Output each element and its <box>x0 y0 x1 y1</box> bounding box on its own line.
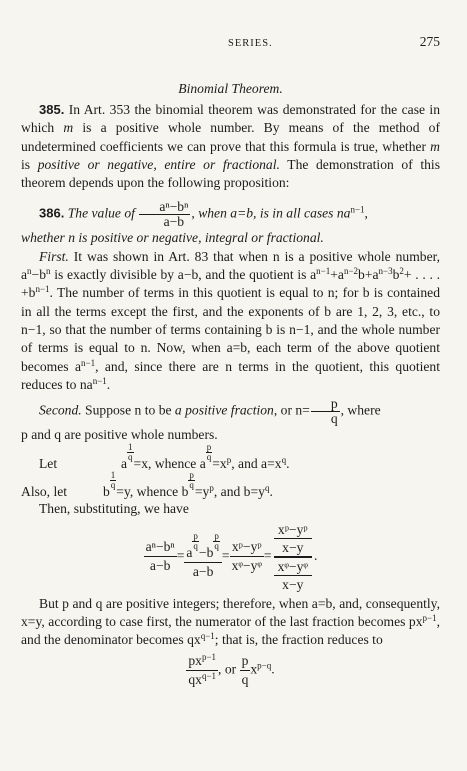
closing-paragraph: But p and q are positive integers; therefore, when a=b, and, consequently, x=y, according to case first, the numerator of the last fraction becomes $px^{p-1}$, and the denominator becomes $qx^{q-1}$; that is, the fraction reduces to <box>21 595 440 648</box>
fraction: $\frac{\text{aⁿ−bⁿ}}{a-b}$ <box>145 539 175 574</box>
page-header <box>21 34 440 56</box>
article-386: 386. The value of $\frac{\text{aⁿ−bⁿ}}{a-b}$ , when a=b, is in all cases $na^{n-1}$, <box>39 199 368 230</box>
article-386-line2: whether n is positive or negative, integral or fractional. <box>21 230 324 246</box>
running-title: SERIES. <box>228 38 273 49</box>
then-line: Then, substituting, we have <box>39 501 189 517</box>
fraction: $\frac{p}{q}$ <box>311 397 340 426</box>
book-page <box>21 34 440 689</box>
fraction: $px^{p-1}$ $qx^{q-1}$ <box>188 651 217 687</box>
fraction: $\frac{\text{xᵖ−yᵖ}}{\text{xᵠ−yᵠ}}$ <box>231 539 262 574</box>
article-385: 385. In Art. 353 the binomial theorem was demonstrated for the case in which m is a positive whole number. By means of the method of undetermined coefficients we can prove that this formula is true, whether m is positive or negative, entire or fractional. The demonstration of this theorem depends upon the following proposition: <box>21 102 440 191</box>
page-number: 275 <box>419 34 440 49</box>
compound-fraction: xᵖ−yᵖ x−y xᵠ−yᵠ x−y <box>274 521 312 593</box>
article-number: 385. <box>39 102 65 117</box>
result-display: $px^{p-1}$ $qx^{q-1}$ , or $\frac{p}{q}$ $x^{p-q}$. <box>188 651 275 687</box>
case-first: First. It was shown in Art. 83 that when n is a positive whole number, $a^n-b^n$ is exactly divisible by a−b, and the quotient is $a^{n-1}+a^{n-2}b+a^{n-3}b^2+$ . . . . $+b^{n-1}$. The number of terms in this quotient is equal to n; for b is contained in all the terms except the first, and the exponents of b are 1, 2, 3, etc., to n−1, so that the number of terms containing b is n−1, and the whole number of terms is equal to n. Now, when a=b, each term of the above quotient becomes $a^{n-1}$, and, since there are n terms in the quotient, this quotient reduces to $na^{n-1}$. <box>21 248 440 392</box>
equation-display: $\frac{\text{aⁿ−bⁿ}}{a-b}$ = a $\frac{p}{q}$ −b $\frac{p}{q}$ a−b = $\frac{\text{xᵖ−yᵖ}}{\text{xᵠ−yᵠ}}$ = xᵖ−yᵖ x−y xᵠ−yᵠ x−y . <box>145 521 318 592</box>
fraction: a $\frac{p}{q}$ −b $\frac{p}{q}$ a−b <box>184 532 222 581</box>
fraction: $\frac{p}{q}$ <box>241 652 249 687</box>
section-title: Binomial Theorem. <box>178 81 283 96</box>
case-second: Second. Suppose n to be a positive fraction, or n= $\frac{p}{q}$ , where <box>39 396 381 427</box>
let-x: Let a $\frac{1}{q}$ =x, whence a $\frac{p}{q}$ $=x^p$, and $a=x^q$. <box>39 442 290 472</box>
case-second-line2: p and q are positive whole numbers. <box>21 427 218 443</box>
fraction: $\frac{\text{aⁿ−bⁿ}}{a-b}$ <box>139 200 190 229</box>
let-y: Also, let b $\frac{1}{q}$ =y, whence b $\frac{p}{q}$ $=y^p$, and $b=y^q$. <box>21 470 273 500</box>
article-number: 386. <box>39 206 65 222</box>
